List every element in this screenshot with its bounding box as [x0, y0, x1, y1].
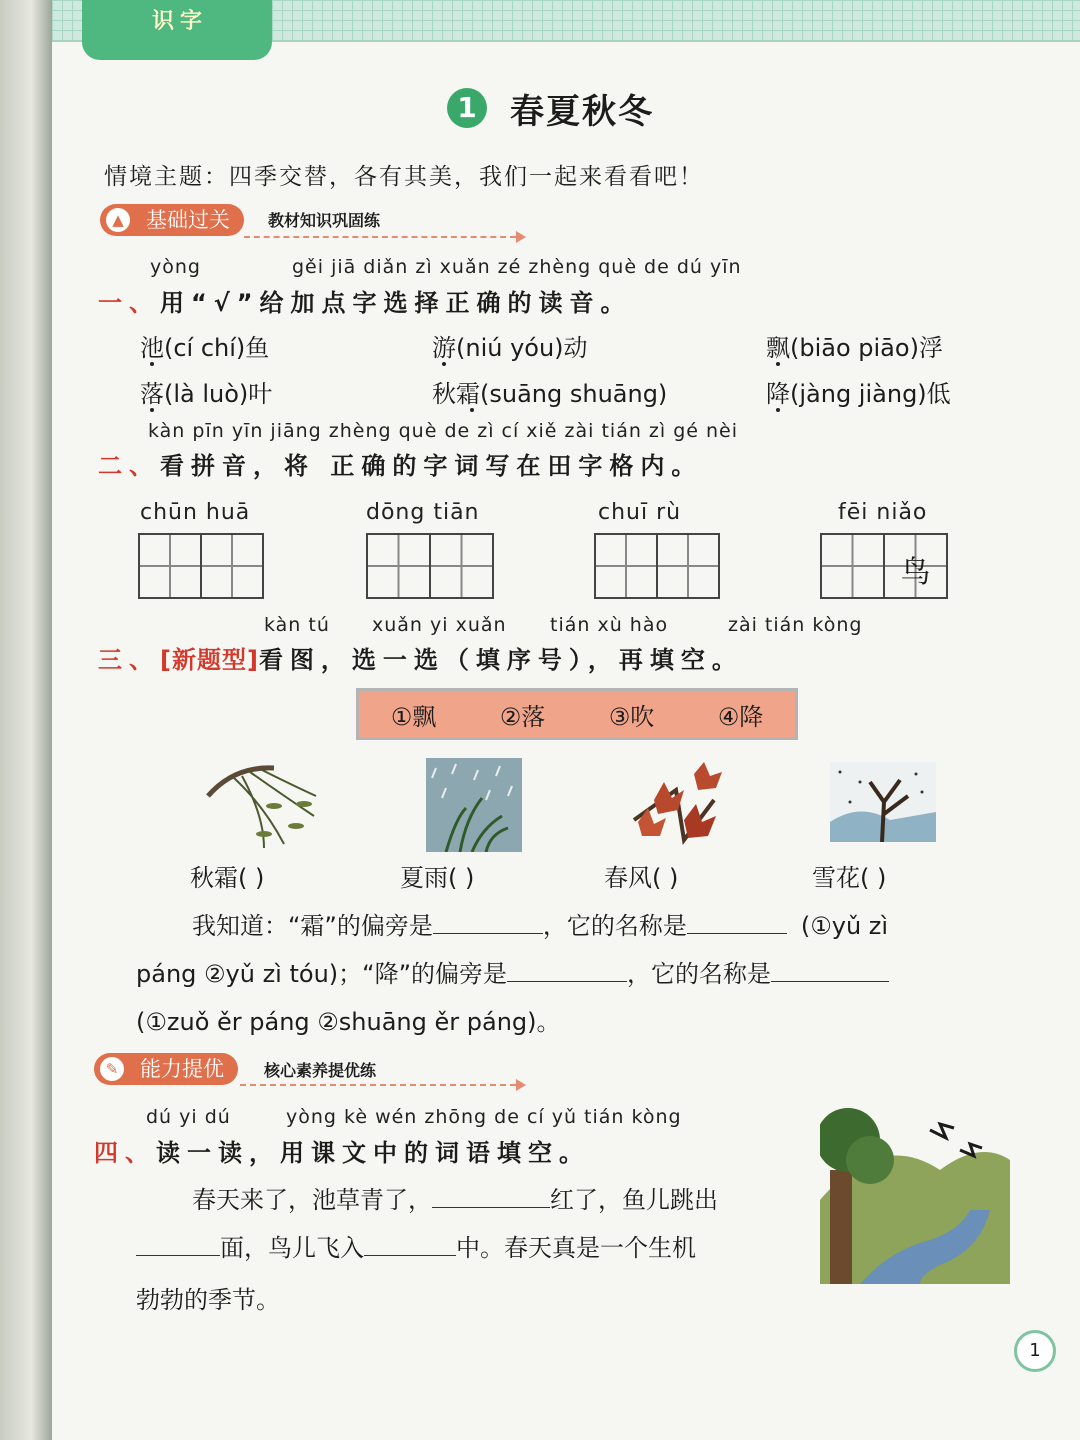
q3-fill-line-2: páng ②yǔ zì tóu)；“降”的偏旁是 ，它的名称是 — [136, 954, 889, 989]
q2-word-pinyin: dōng tiān — [366, 500, 480, 525]
answer-blank[interactable] — [364, 1255, 456, 1256]
section-badge-basic: ▲ 基础过关 — [100, 204, 244, 236]
tianzige-cell[interactable] — [202, 535, 262, 597]
q3-label: 春风( ) — [604, 864, 679, 892]
q3-fill-line-3: (①zuǒ ěr páng ②shuāng ěr páng)。 — [136, 1008, 561, 1036]
answer-blank[interactable] — [432, 1207, 550, 1208]
answer-blank[interactable] — [771, 981, 889, 982]
header-tab-label: 识字 — [152, 9, 209, 34]
q3-pinyin: kàn tú — [264, 614, 330, 636]
tianzige-cell[interactable] — [822, 535, 885, 597]
q2-word-pinyin: chuī rù — [598, 500, 682, 525]
tianzige-grid[interactable] — [366, 533, 494, 599]
q3-label: 秋霜( ) — [190, 864, 265, 892]
tianzige-cell[interactable] — [658, 535, 718, 597]
q2-heading: 二、看拼音，将 正确的字词写在田字格内。 — [98, 452, 703, 480]
arrow-icon — [516, 1079, 526, 1091]
intro-text: 情境主题：四季交替，各有其美，我们一起来看看吧！ — [104, 164, 704, 190]
q3-option: ③吹 — [608, 702, 655, 731]
q3-pinyin: zài tián kòng — [728, 614, 863, 636]
snowy-tree-illustration — [830, 762, 936, 842]
workbook-page — [52, 0, 1080, 1440]
q4-pinyin: yòng kè wén zhōng de cí yǔ tián kòng — [286, 1106, 682, 1128]
rain-illustration — [426, 758, 522, 852]
spring-pond-illustration — [820, 1100, 1010, 1284]
q3-pinyin: xuǎn yi xuǎn — [372, 614, 507, 636]
tianzige-cell[interactable] — [140, 535, 202, 597]
q1-pinyin-1: yòng — [150, 256, 201, 278]
q3-option: ①飘 — [390, 702, 437, 731]
dashed-divider — [244, 236, 516, 238]
answer-blank[interactable] — [136, 1255, 220, 1256]
q4-fill-line-3: 勃勃的季节。 — [136, 1286, 280, 1314]
dashed-divider — [240, 1084, 516, 1086]
tianzige-grid[interactable] — [138, 533, 264, 599]
arrow-icon — [516, 231, 526, 243]
lesson-number: 1 — [447, 88, 487, 128]
q3-options-box — [356, 688, 798, 740]
section-badge-advanced: ✎ 能力提优 — [94, 1053, 238, 1085]
q2-word-pinyin: chūn huā — [140, 500, 251, 525]
q3-label: 夏雨( ) — [400, 864, 475, 892]
maple-leaves-illustration — [624, 760, 728, 852]
header-tab — [82, 0, 272, 60]
q1-item: 落(là luò)叶 — [140, 380, 273, 408]
tianzige-cell[interactable] — [431, 535, 492, 597]
q1-heading: 一、用“√”给加点字选择正确的读音。 — [98, 289, 632, 317]
emphasis-dot — [776, 408, 780, 412]
q1-item: 游(niú yóu)动 — [432, 334, 588, 362]
answer-blank[interactable] — [687, 933, 787, 934]
book-spine — [0, 0, 52, 1440]
section-subtitle-advanced: 核心素养提优练 — [264, 1061, 377, 1080]
q4-pinyin: dú yi dú — [146, 1106, 231, 1128]
lesson-title: 春夏秋冬 — [510, 92, 654, 132]
tianzige-cell: 鸟 — [885, 535, 946, 597]
pencil-icon: ✎ — [100, 1057, 124, 1081]
emphasis-dot — [442, 362, 446, 366]
q1-item: 秋霜(suāng shuāng) — [432, 380, 668, 408]
q1-item: 池(cí chí)鱼 — [140, 334, 270, 362]
section-subtitle-basic: 教材知识巩固练 — [268, 211, 381, 230]
q3-option: ②落 — [499, 702, 546, 731]
page-number: 1 — [1014, 1330, 1056, 1372]
emphasis-dot — [470, 408, 474, 412]
q3-label: 雪花( ) — [812, 864, 887, 892]
q3-option: ④降 — [717, 702, 764, 731]
tianzige-cell[interactable] — [596, 535, 658, 597]
q1-pinyin-2: gěi jiā diǎn zì xuǎn zé zhèng què de dú yīn — [292, 256, 742, 278]
tianzige-grid[interactable] — [594, 533, 720, 599]
emphasis-dot — [150, 362, 154, 366]
emphasis-dot — [150, 408, 154, 412]
tianzige-grid[interactable] — [820, 533, 948, 599]
tianzige-cell[interactable] — [368, 535, 431, 597]
mountain-icon: ▲ — [106, 208, 130, 232]
q4-fill-line-2: 面，鸟儿飞入 中。春天真是一个生机 — [136, 1228, 696, 1263]
emphasis-dot — [776, 362, 780, 366]
q4-fill-line-1: 春天来了，池草青了， 红了，鱼儿跳出 — [192, 1186, 718, 1214]
q3-heading: 三、[新题型]看图，选一选（填序号），再填空。 — [98, 646, 743, 674]
q1-item: 降(jàng jiàng)低 — [766, 380, 951, 408]
answer-blank[interactable] — [507, 981, 627, 982]
q4-heading: 四、读一读，用课文中的词语填空。 — [94, 1139, 590, 1167]
q3-fill-line-1: 我知道：“霜”的偏旁是 ，它的名称是 (①yǔ zì — [192, 912, 889, 940]
q2-word-pinyin: fēi niǎo — [838, 500, 928, 525]
q2-pinyin: kàn pīn yīn jiāng zhèng què de zì cí xiě zài tián zì gé nèi — [148, 420, 739, 442]
q3-pinyin: tián xù hào — [550, 614, 669, 636]
willow-wind-illustration — [204, 756, 320, 852]
answer-blank[interactable] — [433, 933, 543, 934]
q1-item: 飘(biāo piāo)浮 — [766, 334, 943, 362]
